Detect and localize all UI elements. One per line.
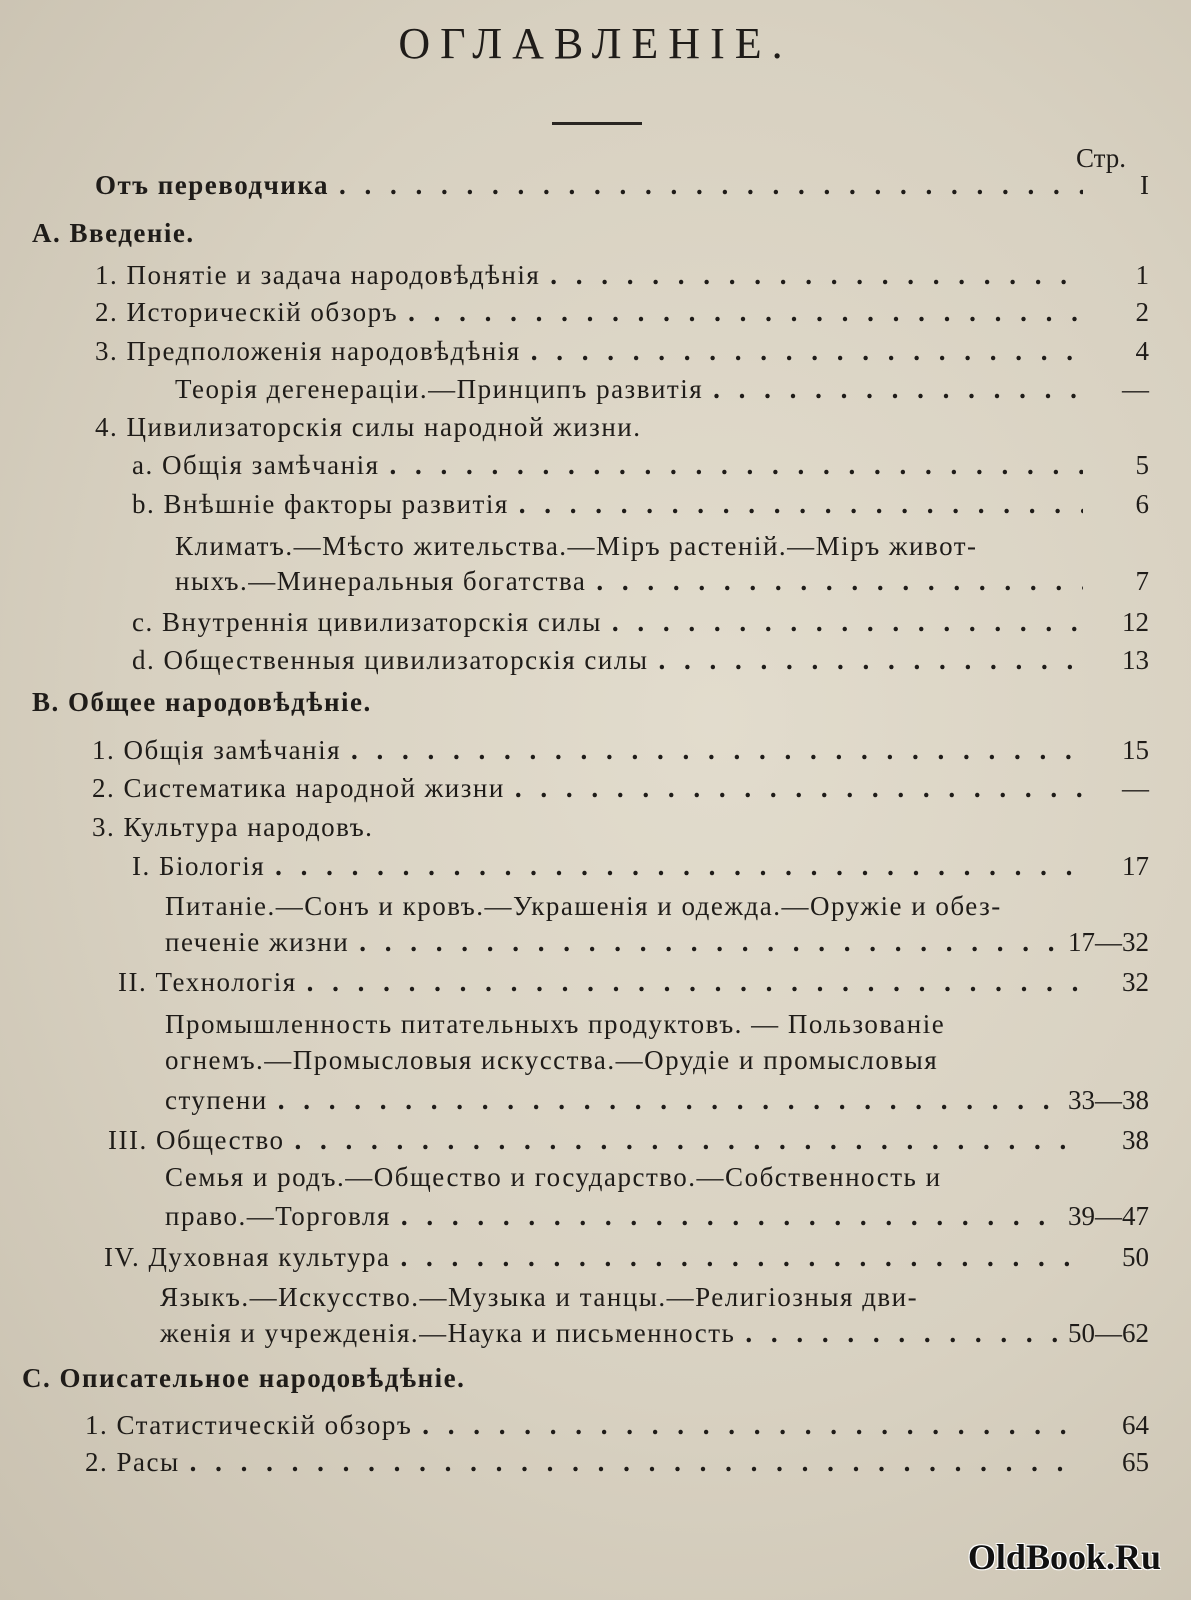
dot-leader [658,645,1083,676]
toc-entry-page: 4 [1135,336,1149,366]
toc-entry-page: 50—62 [1068,1318,1149,1348]
toc-entry [165,1162,1149,1200]
dot-leader [515,773,1083,804]
toc-entry [85,1410,1149,1448]
toc-entry-title: Климатъ.—Мѣсто жительства.—Міръ растеній.—Міръ живот- [175,531,978,561]
toc-entry-page: 13 [1122,645,1149,675]
toc-entry [160,1282,1149,1320]
toc-entry-page: 17—32 [1068,927,1149,957]
toc-entry-title: 1. Понятіе и задача народовѣдѣнія [95,260,541,290]
toc-entry-title: B. Общее народовѣдѣніе. [32,687,372,717]
toc-entry-page: 17 [1122,851,1149,881]
toc-entry-title: c. Внутреннія цивилизаторскія силы [132,607,602,637]
dot-leader [550,260,1083,291]
dot-leader [351,735,1083,766]
dot-leader [422,1410,1083,1441]
toc-entry [92,735,1149,773]
toc-entry-title: А. Введеніе. [32,218,195,248]
toc-entry [95,336,1149,374]
toc-entry-title: I. Біологія [132,851,266,881]
toc-entry-page: 12 [1122,607,1149,637]
toc-entry [108,1125,1149,1163]
toc-entry [175,374,1149,412]
dot-leader [359,927,1058,958]
toc-entry-title: 3. Культура народовъ. [92,812,374,842]
toc-entry [165,1085,1149,1123]
dot-leader [275,851,1083,882]
toc-entry [132,607,1149,645]
dot-leader [745,1318,1058,1349]
toc-entry [22,1363,1149,1401]
toc-entry-page: 33—38 [1068,1085,1149,1115]
toc-entry-title: ступени [165,1085,268,1115]
toc-entry-title: печеніе жизни [165,927,350,957]
toc-entry [160,1318,1149,1356]
toc-entry-title: женія и учрежденія.—Наука и письменность [160,1318,736,1348]
toc-entry-page: — [1122,374,1149,404]
toc-entry-title: право.—Торговля [165,1201,391,1231]
toc-entry-title: 1. Общія замѣчанія [92,735,342,765]
toc-entry-title: 3. Предположенія народовѣдѣнія [95,336,521,366]
toc-entry [95,260,1149,298]
toc-entry [175,531,1149,569]
toc-entry-title: Теорія дегенераціи.—Принципъ развитія [175,374,704,404]
dot-leader [400,1242,1083,1273]
toc-entry-title: II. Технологія [118,967,297,997]
toc-entry-page: 7 [1135,566,1149,596]
toc-entry [92,773,1149,811]
toc-entry-page: 5 [1135,450,1149,480]
toc-entry [132,450,1149,488]
dot-leader [278,1085,1058,1116]
toc-entry-page: 1 [1135,260,1149,290]
toc-entry [132,489,1149,527]
toc-entry-title: a. Общія замѣчанія [132,450,380,480]
toc-entry-title: Питаніе.—Сонъ и кровъ.—Украшенія и одежда.—Оружіе и обез- [165,891,1002,921]
toc-entry [95,412,1149,450]
toc-entry [92,812,1149,850]
toc-entry-title: Промышленность питательныхъ продуктовъ. — Пользованіе [165,1009,946,1039]
dot-leader [531,336,1083,367]
toc-entry [118,967,1149,1005]
toc-entry [165,1045,1149,1083]
toc-entry-title: 2. Историческій обзоръ [95,297,399,327]
dot-leader [612,607,1083,638]
toc-entry-page: 64 [1122,1410,1149,1440]
toc-entry [95,297,1149,335]
toc-heading: ОГЛАВЛЕНІЕ. [398,19,793,68]
toc-entry-title: Семья и родъ.—Общество и государство.—Собственность и [165,1162,942,1192]
toc-entry-page: 2 [1135,297,1149,327]
toc-entry-page: 38 [1122,1125,1149,1155]
toc-entry [165,891,1149,929]
toc-entry [165,1009,1149,1047]
toc-entry-page: 15 [1122,735,1149,765]
dot-leader [401,1201,1058,1232]
dot-leader [190,1447,1083,1478]
toc-entry [95,170,1149,208]
toc-entry-page: 32 [1122,967,1149,997]
toc-entry-page: 50 [1122,1242,1149,1272]
toc-entry-page: 39—47 [1068,1201,1149,1231]
watermark-logo: OldBook.Ru [967,1537,1161,1577]
toc-entry [175,566,1149,604]
heading-rule [552,122,642,125]
dot-leader [339,170,1083,201]
toc-entry-page: 65 [1122,1447,1149,1477]
toc-entry-title: d. Общественныя цивилизаторскія силы [132,645,649,675]
toc-entry-title: ныхъ.—Минеральныя богатства [175,566,587,596]
dot-leader [390,450,1083,481]
toc-entry-title: 1. Статистическій обзоръ [85,1410,413,1440]
toc-entry-title: 2. Расы [85,1447,180,1477]
toc-entry [104,1242,1149,1280]
toc-entry [165,927,1149,965]
toc-entry-page: — [1122,773,1149,803]
toc-entry-page: I [1140,170,1149,200]
toc-entry-title: IV. Духовная культура [104,1242,391,1272]
dot-leader [307,967,1083,998]
dot-leader [519,489,1083,520]
toc-entry [132,645,1149,683]
toc-entry-page: 6 [1135,489,1149,519]
toc-entry-title: Отъ переводчика [95,170,330,200]
dot-leader [408,297,1083,328]
dot-leader [596,566,1083,597]
dot-leader [713,374,1083,405]
dot-leader [295,1125,1083,1156]
toc-entry-title: огнемъ.—Промысловыя искусства.—Орудіе и промысловыя [165,1045,939,1075]
toc-entry-title: 4. Цивилизаторскія силы народной жизни. [95,412,642,442]
toc-entry [32,687,1149,725]
toc-entry-title: C. Описательное народовѣдѣніе. [22,1363,466,1393]
toc-entry [165,1201,1149,1239]
toc-entry [85,1447,1149,1485]
page-column-label: Стр. [1076,143,1127,173]
toc-entry-title: III. Общество [108,1125,285,1155]
toc-entry-title: Языкъ.—Искусство.—Музыка и танцы.—Религіозныя дви- [160,1282,919,1312]
toc-entry [32,218,1149,256]
toc-entry [132,851,1149,889]
toc-entry-title: b. Внѣшніе факторы развитія [132,489,509,519]
toc-entry-title: 2. Систематика народной жизни [92,773,505,803]
